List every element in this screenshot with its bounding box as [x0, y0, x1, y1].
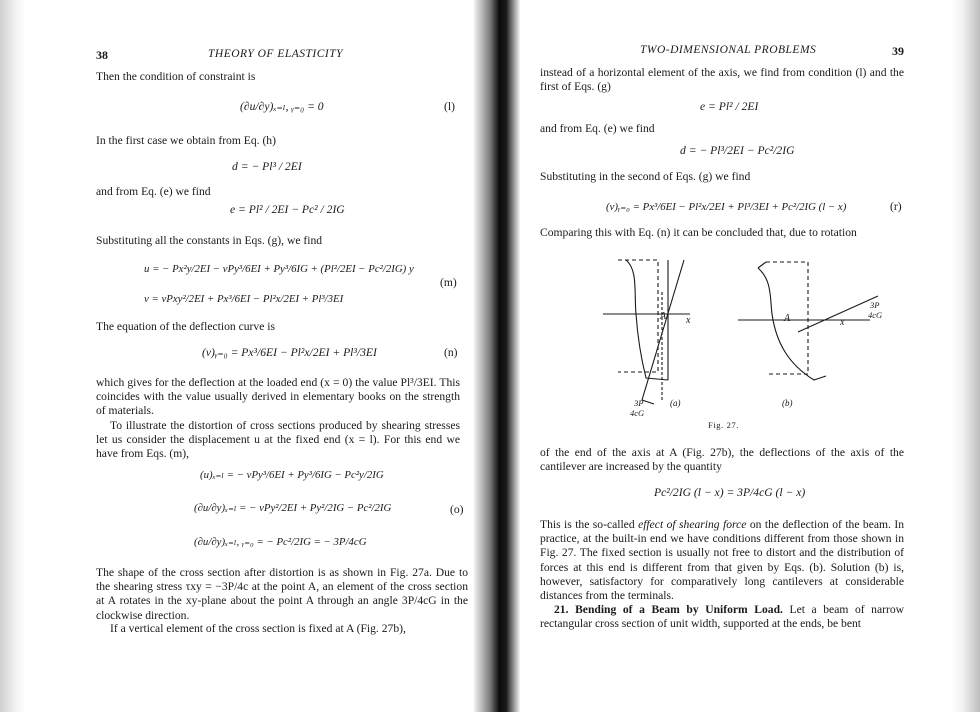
equation-d2: d = − Pl³/2EI − Pc²/2IG	[680, 144, 795, 157]
equation-l: (∂u/∂y)ₓ₌ₗ, ᵧ₌₀ = 0	[240, 100, 324, 113]
book-spine	[474, 0, 520, 712]
figure-label-b: (b)	[782, 398, 793, 408]
paragraph: To illustrate the distortion of cross sections produced by shearing stresses let us consider the displacement u at the fixed end (x = l). For this end we have from Eqs. (m),	[96, 419, 460, 461]
page-number: 38	[96, 48, 108, 62]
emphasis-text: effect of shearing force	[638, 518, 747, 531]
angle-arc-a	[642, 400, 654, 404]
paragraph: of the end of the axis at A (Fig. 27b), the deflections of the axis of the cantilever are increased by the quantity	[540, 446, 904, 474]
paragraph: The shape of the cross section after distortion is as shown in Fig. 27a. Due to the shearing stress τxy = −3P/4c at the point A, an element of the cross section at A rotates in the xy-plane about the point A through an angle 3P/4cG in the clockwise direction.	[96, 566, 468, 622]
figure-point-a: A	[660, 311, 667, 322]
text-line: Substituting all the constants in Eqs. (g), we find	[96, 234, 323, 247]
figure-label-4cG: 4cG	[630, 408, 645, 418]
figure-axis-label: x	[686, 315, 691, 326]
equation-e2: e = Pl² / 2EI	[700, 100, 759, 113]
figure-label-3P-b: 3P	[870, 300, 880, 310]
section-heading: 21. Bending of a Beam by Uniform Load.	[554, 603, 783, 616]
text-line: and from Eq. (e) we find	[96, 185, 211, 198]
paragraph-text: on the deflection of the beam. In practice, at the built-in end we have conditions different from those shown in Fig. 27. The fixed section is usually not free to distort and the distribution of forces at this end is different from that given by Eqs. (b). Solution (b) is, however, satisfactory for comparatively long cantilevers at considerable distances from the terminals.	[540, 518, 905, 603]
equation-number: (l)	[444, 100, 455, 113]
paragraph-text: This is the so-called	[540, 518, 639, 531]
equation-number: (r)	[890, 200, 902, 213]
figure-point-a-b: A	[784, 313, 791, 324]
equation-o2: (∂u/∂y)ₓ₌ₗ = − νPy²/2EI + Py²/2IG − Pc²/2IG	[194, 502, 392, 514]
equation-e: e = Pl² / 2EI − Pc² / 2IG	[230, 203, 345, 216]
text-line: The equation of the deflection curve is	[96, 320, 275, 333]
left-page	[0, 0, 474, 712]
paragraph-text: Let a beam of narrow rectangular cross section of unit width, supported at the ends, be bent	[540, 603, 905, 631]
right-page	[520, 0, 950, 712]
running-head: TWO-DIMENSIONAL PROBLEMS	[640, 44, 817, 56]
figure-label-4cG-b: 4cG	[868, 310, 883, 320]
text-line: In the first case we obtain from Eq. (h)	[96, 134, 276, 147]
figure-label-a: (a)	[670, 398, 681, 408]
equation-u: u = − Px²y/2EI − νPy³/6EI + Py³/6IG + (Pl²/2EI − Pc²/2IG) y	[144, 263, 414, 275]
section-paragraph	[540, 603, 904, 631]
equation-quantity: Pc²/2IG (l − x) = 3P/4cG (l − x)	[654, 486, 806, 499]
page-edge-right	[950, 0, 980, 712]
equation-r: (v)ᵧ₌₀ = Px³/6EI − Pl²x/2EI + Pl³/3EI + Pc²/2IG (l − x)	[606, 201, 847, 213]
text-line: Substituting in the second of Eqs. (g) we find	[540, 170, 751, 183]
paragraph: instead of a horizontal element of the axis, we find from condition (l) and the first of Eqs. (g)	[540, 66, 904, 94]
text-line: and from Eq. (e) we find	[540, 122, 655, 135]
paragraph	[540, 518, 904, 603]
rotated-axis-b	[798, 296, 878, 332]
figure-label-3P: 3P	[634, 398, 644, 408]
original-section-a	[618, 260, 658, 372]
equation-number: (n)	[444, 346, 458, 359]
figure-27a	[603, 260, 690, 404]
figure-27b	[738, 262, 878, 380]
equation-d: d = − Pl³ / 2EI	[232, 160, 302, 173]
equation-o1: (u)ₓ₌ₗ = − νPy³/6EI + Py³/6IG − Pc²y/2IG	[200, 469, 384, 481]
figure-caption: Fig. 27.	[708, 420, 740, 430]
equation-o3: (∂u/∂y)ₓ₌ₗ, ᵧ₌₀ = − Pc²/2IG = − 3P/4cG	[194, 536, 367, 548]
paragraph: which gives for the deflection at the loaded end (x = 0) the value Pl³/3EI. This coincides with the value usually derived in elementary books on the strength of materials.	[96, 376, 460, 418]
text-line: Comparing this with Eq. (n) it can be concluded that, due to rotation	[540, 226, 857, 239]
equation-number: (o)	[450, 503, 464, 516]
running-head: THEORY OF ELASTICITY	[208, 48, 344, 60]
text-line: Then the condition of constraint is	[96, 70, 256, 83]
equation-number: (m)	[440, 276, 457, 289]
figure-axis-label-b: x	[840, 317, 845, 328]
equation-n: (v)ᵧ₌₀ = Px³/6EI − Pl²x/2EI + Pl³/3EI	[202, 346, 377, 359]
top-link-b	[758, 262, 766, 268]
paragraph: If a vertical element of the cross section is fixed at A (Fig. 27b),	[110, 622, 406, 635]
equation-v: v = νPxy²/2EI + Px³/6EI − Pl²x/2EI + Pl³/3EI	[144, 293, 344, 305]
page-number: 39	[892, 44, 904, 58]
